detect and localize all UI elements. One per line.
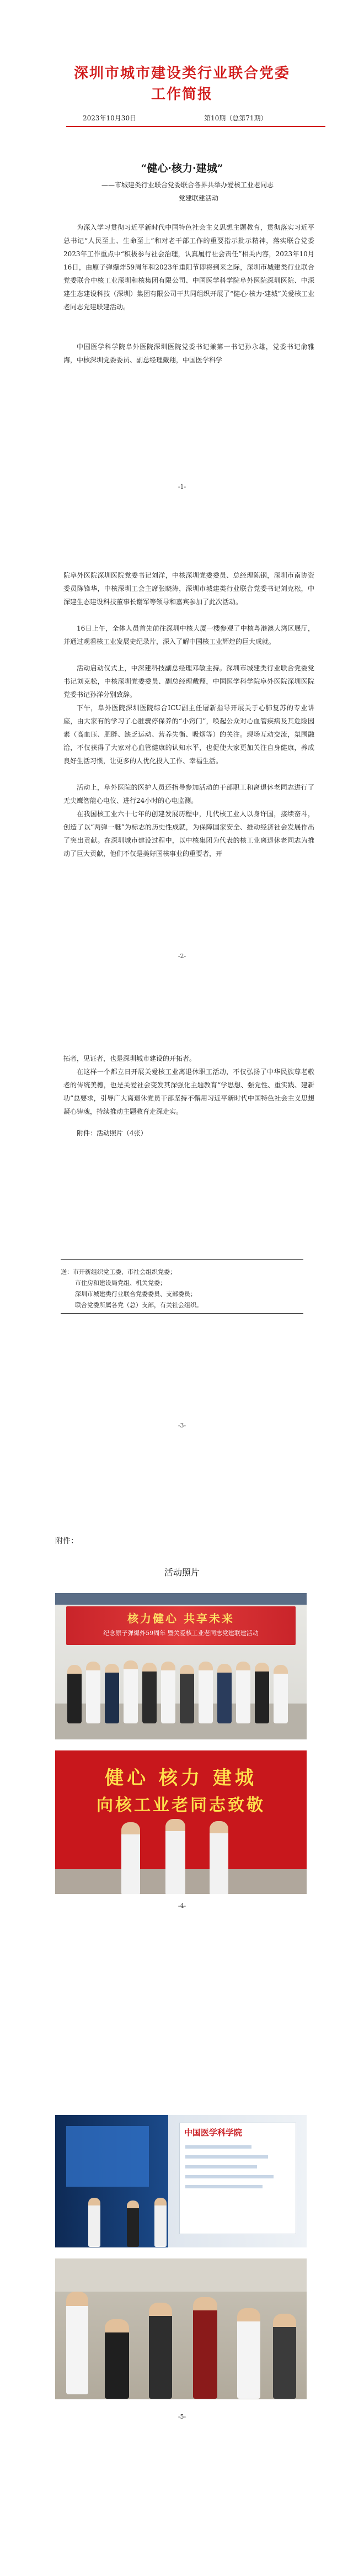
- board-line: [185, 2165, 257, 2168]
- activity-photo-3: [55, 2115, 307, 2247]
- issue-date: 2023年10月30日: [83, 114, 137, 122]
- person: [199, 1662, 213, 1723]
- person: [165, 1819, 185, 1894]
- person: [236, 1662, 250, 1723]
- article-subtitle: ——市城建类行业联合党委联合各界共举办爱核工业老同志: [101, 181, 274, 189]
- group-of-people: [67, 1654, 293, 1715]
- doctor-figure: [66, 2292, 88, 2394]
- person: [121, 1822, 140, 1894]
- bulletin-title-line1: 深圳市城市建设类行业联合党委: [73, 65, 290, 82]
- activity-photo-2: [55, 1750, 307, 1894]
- exhibition-board: [179, 2123, 296, 2234]
- background-wall: [55, 2258, 307, 2292]
- banner-subtitle: 纪念原子弹爆炸59周年 暨关爱核工业老同志党建联建活动: [103, 1630, 259, 1637]
- paragraph: 拓者，见证者，也是深圳城市建设的开拓者。: [63, 1055, 196, 1062]
- board-line: [185, 2145, 251, 2149]
- paragraph: 中国医学科学院阜外医院深圳医院党委书记兼第一书记孙永雄，党委书记俞雅海，中核深圳党委委员、副总经理戴翔，中国医学科学: [63, 343, 314, 364]
- photo-section-title: 活动照片: [164, 1567, 200, 1578]
- board-line: [185, 2155, 268, 2159]
- article-subtitle-2: 党建联建活动: [178, 194, 218, 202]
- paragraph: 为深入学习贯彻习近平新时代中国特色社会主义思想主题教育，贯彻落实习近平总书记“人民至上、生命至上”和对老干部工作的重要指示批示精神，落实联合党委2023年工作重点中“积极参与社会治理，认真履行社会责任”相关内容，2023年10月16日，由原子弹爆炸59周年和2023年重阳节即将到来之际，深圳市城建类行业联合党委联合中核工业深圳和核集团有限公司、中国医学科学院阜外医院深圳医院、中深建生态建设科技（深圳）集团有限公司干共同组织开展了“健心·核力·建城”关爱核工业老同志党建联建活动。: [63, 224, 314, 311]
- display-screen: [66, 2126, 149, 2187]
- event-banner: [66, 1606, 296, 1645]
- person: [127, 2201, 139, 2247]
- person: [67, 1665, 82, 1723]
- page-number: -1-: [178, 483, 186, 490]
- nurse-figure: [237, 2308, 260, 2399]
- banner-slogan: 核力健心 共享未来: [127, 1612, 234, 1625]
- person: [105, 1664, 119, 1723]
- distribution-line: 市住房和建设局党组、机关党委；: [75, 1279, 166, 1287]
- person: [255, 1663, 269, 1723]
- person: [124, 1660, 138, 1723]
- red-divider: [66, 126, 325, 127]
- activity-photo-4: [55, 2258, 307, 2399]
- activity-photo-1: [55, 1593, 307, 1739]
- distribution-top-rule: [61, 1259, 303, 1260]
- banner-line-1: 健心 核力 建城: [105, 1767, 257, 1789]
- person: [154, 2198, 167, 2247]
- distribution-line: 深圳市城建类行业联合党委委员、支部委员；: [75, 1290, 196, 1298]
- board-line: [185, 2175, 274, 2178]
- page-number: -5-: [178, 2413, 186, 2420]
- person: [210, 1821, 228, 1894]
- page-number: -3-: [178, 1422, 186, 1429]
- board-line: [185, 2185, 263, 2188]
- article-title: “健心·核力·建城”: [141, 162, 223, 174]
- person: [161, 1662, 175, 1723]
- person: [105, 2319, 129, 2399]
- paragraph: 下午，阜外医院深圳医院综合ICU副主任屠新指导开展关于心肺复苏的专业讲座，由大家有的学习了心脏骤停保养的“小窍门”，唤起公众对心血管疾病及其危险因素（高血压、肥胖、缺乏运动、营养失衡、吸烟等）的关注。现场互动交流，氛围融洽，不仅获得了大家对心血管健康的认知水平，也促使大家更加关注自身健康，养成良好生活习惯，让更多的人优化投入工作、幸福生活。: [63, 704, 314, 765]
- distribution-line: 送：市开新组织党工委、市社会组织党委；: [61, 1268, 176, 1276]
- attachments-label: 附件：: [55, 1537, 78, 1546]
- banner-line-2: 向核工业老同志致敬: [97, 1796, 265, 1815]
- paragraph: 院阜外医院深圳医院党委书记刘洋，中核深圳党委委员、总经理陈钢，深圳市南协资委员陈锋华，中核深圳工会主席张晓涛，深圳市城建类行业联合党委书记刘克松，中深建生态建设科技董事长谢军等领导和嘉宾参加了此次活动。: [63, 572, 314, 606]
- issue-number: 第10期（总第71期）: [204, 114, 267, 122]
- person: [142, 1663, 157, 1723]
- paragraph: 活动上，阜外医院的医护人员还指导参加活动的干部职工和离退休老同志进行了无尖鹰智能心电仪、进行24小时的心电监测。: [63, 784, 314, 805]
- distribution-list: [61, 1267, 314, 1311]
- person: [86, 1662, 100, 1723]
- paragraph: 活动启动仪式上，中深建科技副总经理邓敏主持。深圳市城建类行业联合党委党书记刘克松，中核深圳党委委员、副总经理戴翔，中国医学科学院阜外医院深圳医院党委书记孙洋分别致辞。: [63, 664, 314, 699]
- attachment-note: 附件：活动照片（4张）: [77, 1129, 147, 1137]
- person: [88, 2198, 100, 2247]
- bulletin-title-line2: 工作简报: [151, 86, 213, 103]
- board-heading: 中国医学科学院: [184, 2128, 243, 2138]
- person: [273, 2314, 296, 2399]
- distribution-line: 联合党委所属各党（总）支部，有关社会组织。: [75, 1302, 202, 1309]
- page-number: -2-: [178, 953, 186, 960]
- person: [274, 1665, 288, 1723]
- paragraph: 在这样一个都立日开展关爱核工业离退休职工活动，不仅弘扬了中华民族尊老敬老的传统美德，也是关爱社会变发其深强化主题教育“学思想、强党性、重实践、建新功”总要求，引导广大离退休党员干部坚持不懈用习近平新时代中国特色社会主义思想凝心铸魂，持续推动主题教育走深走实。: [63, 1068, 314, 1115]
- paragraph: 16日上午，全体人员首先前往深圳中核大厦一楼参观了中核粤港澳大湾区展厅，并通过观看核工业发展史纪录片，深入了解中国核工业辉煌的巨大成就。: [63, 625, 314, 646]
- person: [149, 2303, 172, 2399]
- page-number: -4-: [178, 1902, 186, 1909]
- distribution-bottom-rule: [61, 1313, 303, 1314]
- paragraph: 在我国核工业六十七年的创建发展历程中，几代核工业人以身许国，接续奋斗，创造了以“两弹一艇”为标志的历史性成就，为保障国家安全、推动经济社会发展作出了突出贡献。在深圳城市建设过程中，以中核集团为代表的核工业离退休老同志为推动了巨大贡献，他们不仅是美好国核事业的重要者，开: [63, 810, 314, 858]
- person: [217, 1664, 232, 1723]
- person: [193, 2297, 217, 2399]
- person: [180, 1665, 194, 1723]
